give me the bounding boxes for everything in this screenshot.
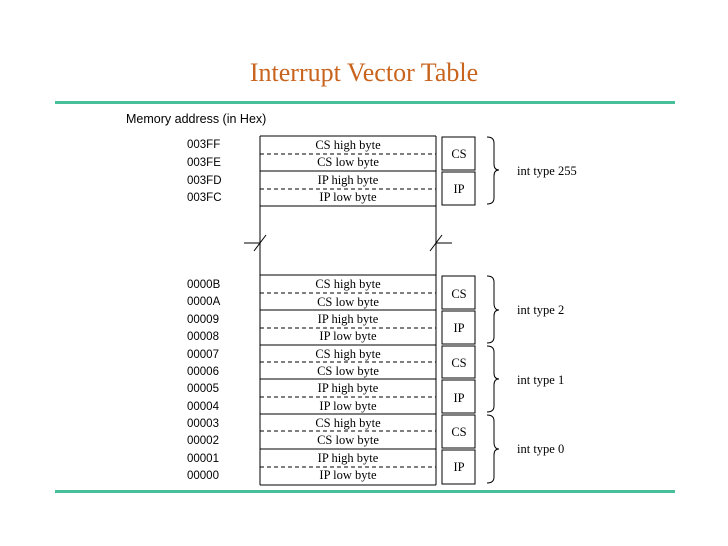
memory-cell: CS high byte	[315, 347, 381, 361]
memory-cell: CS low byte	[317, 155, 379, 169]
register-box	[442, 172, 475, 205]
memory-cell: IP low byte	[319, 190, 377, 204]
register-box	[442, 311, 475, 344]
brace-int-type-1	[487, 346, 499, 412]
address-label: 0000A	[187, 296, 221, 308]
address-label: 0000B	[187, 279, 221, 291]
register-box	[442, 450, 475, 484]
register-box	[442, 380, 475, 413]
address-label: 00005	[187, 383, 219, 395]
register-label-ip: IP	[453, 391, 465, 405]
address-label: 00004	[187, 401, 219, 413]
memory-cell: CS high byte	[315, 416, 381, 430]
int-type-label: int type 2	[517, 303, 565, 317]
register-box	[442, 137, 475, 170]
address-label: 00008	[187, 331, 219, 343]
break-line-right	[430, 235, 452, 251]
register-label-cs: CS	[451, 425, 467, 439]
brace-int-type-2	[487, 276, 499, 343]
register-box	[442, 346, 475, 378]
int-type-label: int type 1	[517, 373, 565, 387]
address-label: 00006	[187, 366, 219, 378]
memory-cell: IP high byte	[317, 451, 379, 465]
address-label: 003FC	[187, 192, 222, 204]
brace-int-type-255	[487, 137, 499, 204]
memory-cell: IP high byte	[317, 173, 379, 187]
memory-cell: CS low byte	[317, 364, 379, 378]
memory-cell: IP low byte	[319, 399, 377, 413]
register-box	[442, 276, 475, 309]
register-label-cs: CS	[451, 147, 467, 161]
address-label: 00003	[187, 418, 219, 430]
address-label: 00001	[187, 453, 219, 465]
register-label-cs: CS	[451, 287, 467, 301]
memory-cell: IP high byte	[317, 381, 379, 395]
address-label: 003FF	[187, 139, 221, 151]
address-label: 003FD	[187, 175, 222, 187]
memory-cell: IP low byte	[319, 468, 377, 482]
memory-address-header: Memory address (in Hex)	[126, 112, 267, 126]
brace-int-type-0	[487, 415, 499, 483]
register-box	[442, 415, 475, 448]
int-type-label: int type 0	[517, 442, 565, 456]
register-label-cs: CS	[451, 356, 467, 370]
register-label-ip: IP	[453, 460, 465, 474]
address-label: 00002	[187, 435, 219, 447]
memory-cell: IP low byte	[319, 329, 377, 343]
memory-cell: CS high byte	[315, 277, 381, 291]
slide-title: Interrupt Vector Table	[249, 58, 479, 87]
int-type-label: int type 255	[517, 164, 577, 178]
register-label-ip: IP	[453, 321, 465, 335]
register-label-ip: IP	[453, 182, 465, 196]
memory-cell: CS low byte	[317, 433, 379, 447]
address-label: 00009	[187, 314, 219, 326]
address-label: 003FE	[187, 157, 221, 169]
memory-cell: IP high byte	[317, 312, 379, 326]
address-label: 00007	[187, 349, 219, 361]
memory-cell: CS high byte	[315, 138, 381, 152]
address-label: 00000	[187, 470, 219, 482]
memory-cell: CS low byte	[317, 295, 379, 309]
break-line-left	[244, 235, 266, 251]
